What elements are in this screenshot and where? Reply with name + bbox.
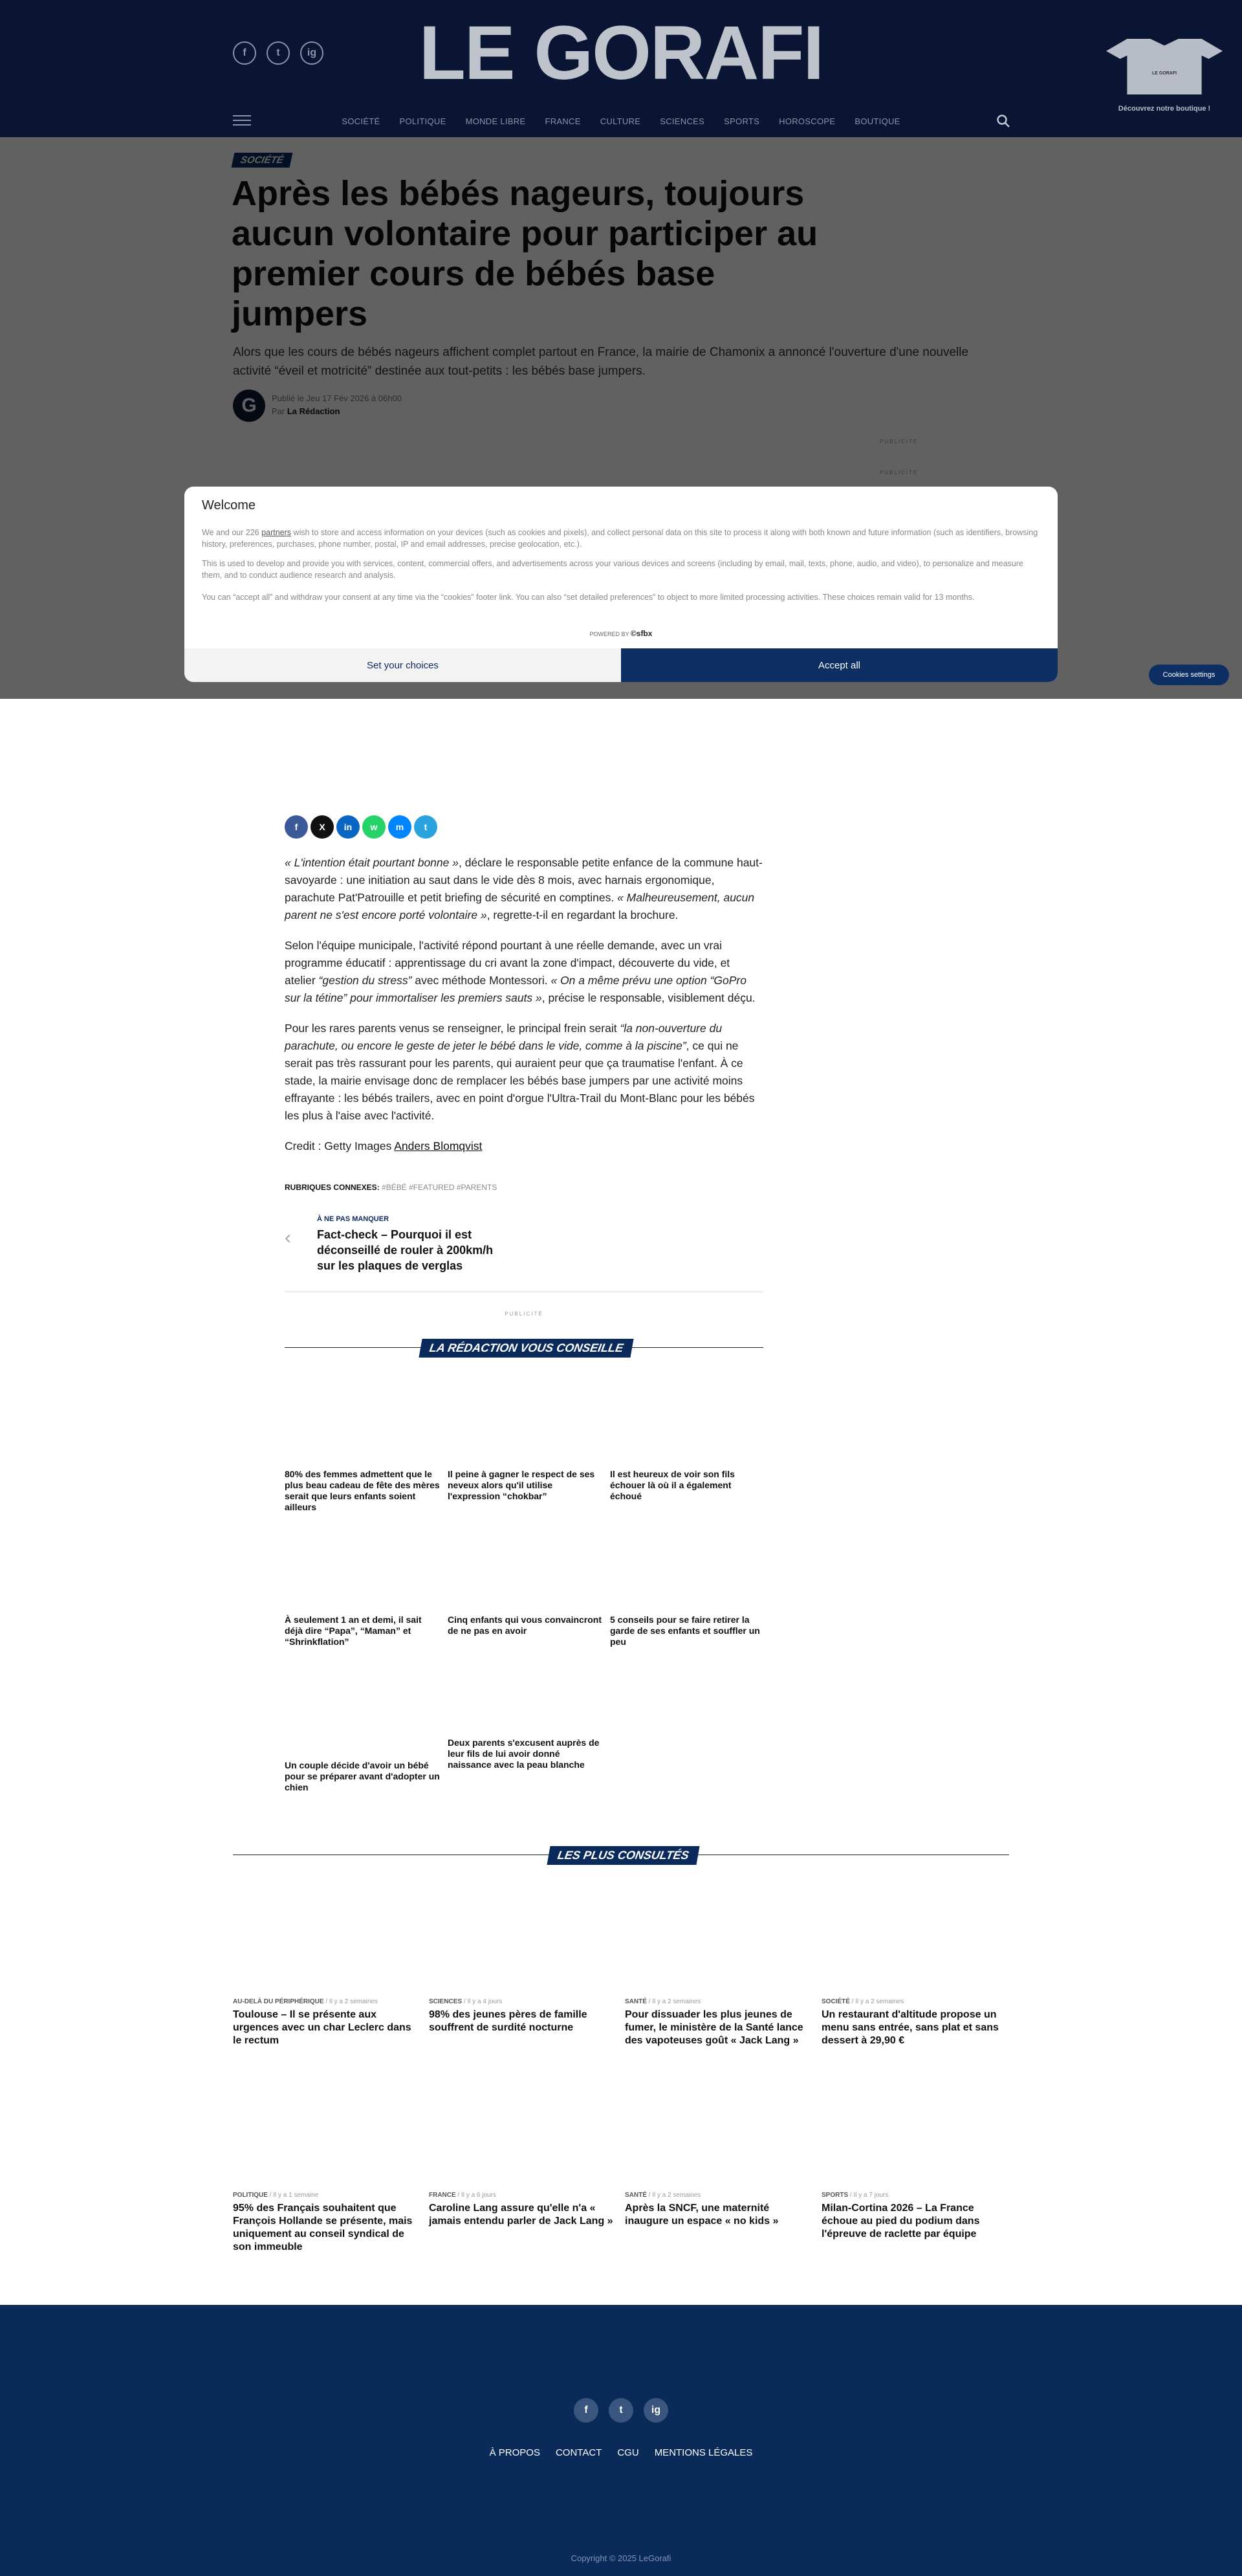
twitter-icon[interactable]: t [267, 41, 290, 65]
popular-meta: AU-DELÀ DU PÉRIPHÉRIQUE / Il y a 2 semaines [233, 1998, 378, 2005]
nav-item-monde-libre[interactable]: MONDE LIBRE [465, 116, 526, 126]
tag-link[interactable]: #BÉBÉ [382, 1183, 407, 1192]
whatsapp-share-icon[interactable]: w [362, 815, 386, 839]
tags-label: RUBRIQUES CONNEXES: [285, 1183, 380, 1192]
set-choices-button[interactable]: Set your choices [184, 648, 621, 682]
paragraph: « L'intention était pourtant bonne », déclare le responsable petite enfance de la commune haut-savoyarde : une initiation au saut dans le vide dès 8 mois, avec harnais ergonomique, parachute Pat'Patrouille et petit briefing de sécurité en comptines. « Malheureusement, aucun parent ne s'est encore porté volontaire », regrette-t-il en regardant la brochure. [285, 856, 763, 921]
nav-item-culture[interactable]: CULTURE [600, 116, 641, 126]
recommend-card[interactable]: 5 conseils pour se faire retirer la garde de ses enfants et souffler un peu [610, 1614, 760, 1647]
footer-link-a-propos[interactable]: À PROPOS [489, 2447, 540, 2458]
recommend-card[interactable]: Il est heureux de voir son fils échouer là où il a également échoué [610, 1469, 735, 1501]
tag-link[interactable]: #PARENTS [456, 1183, 497, 1192]
site-footer [0, 2305, 1242, 2576]
site-header [0, 0, 1242, 137]
photo-credit: Credit : Getty Images Anders Blomqvist [285, 1139, 483, 1152]
popular-title[interactable]: Pour dissuader les plus jeunes de fumer, le ministère de la Santé lance des vapoteuses goût « Jack Lang » [625, 2009, 803, 2046]
popular-meta: SCIENCES / Il y a 4 jours [429, 1998, 503, 2005]
nav-item-france[interactable]: FRANCE [545, 116, 581, 126]
x-share-icon[interactable]: X [310, 815, 334, 839]
footer-link-cgu[interactable]: CGU [617, 2447, 639, 2458]
popular-meta: FRANCE / Il y a 6 jours [429, 2192, 496, 2199]
popular-title[interactable]: 95% des Français souhaitent que François Hollande se présente, mais uniquement au conseil syndical de son immeuble [233, 2203, 413, 2252]
popular-meta: POLITIQUE / Il y a 1 semaine [233, 2192, 319, 2199]
shop-shirt-image[interactable] [1106, 39, 1223, 110]
copyright: Copyright © 2025 LeGorafi [571, 2553, 671, 2563]
photographer-link[interactable]: Anders Blomqvist [394, 1139, 483, 1152]
nav-item-politique[interactable]: POLITIQUE [399, 116, 446, 126]
instagram-icon[interactable]: ig [300, 41, 323, 65]
accept-all-button[interactable]: Accept all [621, 648, 1058, 682]
prev-post-kicker: À NE PAS MANQUER [317, 1215, 389, 1223]
facebook-share-icon[interactable]: f [285, 815, 308, 839]
recommend-card[interactable]: Il peine à gagner le respect de ses neveux alors qu'il utilise l'expression “chokbar” [448, 1469, 595, 1501]
paragraph: Selon l'équipe municipale, l'activité répond pourtant à une réelle demande, avec un vrai programme éducatif : apprentissage du cri avant la zone d'impact, découverte du vide, et atelier “gestion du stress” avec méthode Montessori. « On a même prévu une option “GoPro sur la tétine” pour immortaliser les premiers sauts », précise le responsable, visiblement déçu. [285, 939, 756, 1004]
tag-link[interactable]: #FEATURED [409, 1183, 455, 1192]
section-heading-popular: LES PLUS CONSULTÉS [547, 1846, 699, 1865]
recommend-card[interactable]: Un couple décide d'avoir un bébé pour se préparer avant d'adopter un chien [285, 1760, 440, 1792]
nav-item-sports[interactable]: SPORTS [724, 116, 760, 126]
chevron-left-icon[interactable]: ‹ [285, 1227, 291, 1248]
footer-link-contact[interactable]: CONTACT [555, 2447, 602, 2458]
nav-item-boutique[interactable]: BOUTIQUE [855, 116, 900, 126]
popular-title[interactable]: Après la SNCF, une maternité inaugure un espace « no kids » [625, 2203, 779, 2227]
main-nav [0, 116, 1242, 126]
consent-text: We and our 226 partners wish to store and access information on your devices (such as cookies and pixels), and collect personal data on this site to process it along with both known and future information (such as identifiers, browsing history, preferences, purchases, phone number, postal, IP and email addresses, precise geolocation, etc.). [202, 528, 1038, 549]
popular-title[interactable]: Milan-Cortina 2026 – La France échoue au pied du podium dans l'épreuve de raclette par équipe [822, 2203, 980, 2240]
prev-post-title[interactable]: Fact-check – Pourquoi il est déconseillé de rouler à 200km/h sur les plaques de verglas [317, 1228, 494, 1272]
linkedin-share-icon[interactable]: in [336, 815, 360, 839]
popular-meta: SPORTS / Il y a 7 jours [822, 2192, 889, 2199]
paragraph: Pour les rares parents venus se renseigner, le principal frein serait “la non-ouverture du parachute, ou encore le geste de jeter le bébé dans le vide, comme à la piscine”, ce qui ne serait pas très rassurant pour les parents, qui auraient peur que ça traumatise l'enfant. À ce stade, la mairie envisage donc de remplacer les bébés base jumpers par une activité moins effrayante : les bébés trailers, avec en point d'orgue l'Ultra-Trail du Mont-Blanc pour les bébés les plus à l'aise avec l'activité. [285, 1022, 755, 1122]
consent-title: Welcome [202, 498, 256, 512]
footer-link-mentions[interactable]: MENTIONS LÉGALES [654, 2447, 753, 2458]
related-tags [285, 1183, 497, 1192]
shop-link[interactable]: Découvrez notre boutique ! [1118, 105, 1211, 113]
footer-nav [0, 2447, 1242, 2458]
section-heading-recommend: LA RÉDACTION VOUS CONSEILLE [419, 1339, 633, 1358]
ad-label: PUBLICITÉ [505, 1311, 543, 1317]
powered-by: POWERED BY ©sfbx [589, 629, 653, 638]
facebook-icon[interactable]: f [574, 2398, 598, 2423]
recommend-card[interactable]: 80% des femmes admettent que le plus beau cadeau de fête des mères serait que leurs enfants soient ailleurs [285, 1469, 440, 1512]
search-icon[interactable] [996, 114, 1010, 128]
site-logo[interactable]: LE GORAFI [419, 10, 823, 96]
consent-text: This is used to develop and provide you with services, content, commercial offers, and advertisements across your various devices and screens (including by email, mail, texts, phone, audio, and video), to personalize and measure them, and to conduct audience research and analysis. [202, 559, 1023, 580]
recommend-card[interactable]: Cinq enfants qui vous convaincront de ne pas en avoir [448, 1614, 602, 1636]
popular-meta: SANTÉ / Il y a 2 semaines [625, 2192, 701, 2199]
popular-title[interactable]: Un restaurant d'altitude propose un menu sans entrée, sans plat et sans dessert à 29,90 € [822, 2009, 999, 2046]
popular-meta: SOCIÉTÉ / Il y a 2 semaines [822, 1998, 904, 2005]
cookies-settings-button[interactable]: Cookies settings [1149, 665, 1229, 685]
recommend-card[interactable]: À seulement 1 an et demi, il sait déjà dire “Papa”, “Maman” et “Shrinkflation” [285, 1614, 422, 1647]
recommend-card[interactable]: Deux parents s'excusent auprès de leur fils de lui avoir donné naissance avec la peau blanche [448, 1737, 600, 1770]
popular-title[interactable]: Toulouse – Il se présente aux urgences avec un char Leclerc dans le rectum [233, 2009, 411, 2046]
messenger-share-icon[interactable]: m [388, 815, 411, 839]
instagram-icon[interactable]: ig [644, 2398, 668, 2423]
sfbx-logo: ©sfbx [630, 629, 653, 638]
nav-item-horoscope[interactable]: HOROSCOPE [779, 116, 836, 126]
article-body [285, 854, 763, 1168]
popular-title[interactable]: 98% des jeunes pères de famille souffrent de surdité nocturne [429, 2009, 587, 2033]
nav-item-sciences[interactable]: SCIENCES [660, 116, 705, 126]
twitter-icon[interactable]: t [609, 2398, 633, 2423]
shirt-logo-text: LE GORAFI [1151, 71, 1177, 76]
share-bar [285, 815, 437, 839]
partners-link[interactable]: partners [261, 528, 292, 537]
popular-title[interactable]: Caroline Lang assure qu'elle n'a « jamais entendu parler de Jack Lang » [429, 2203, 613, 2227]
consent-text: You can “accept all” and withdraw your consent at any time via the “cookies” footer link. You can also “set detailed preferences” to object to more limited processing activities. These choices remain valid for 13 months. [202, 593, 975, 602]
consent-modal [184, 487, 1058, 682]
facebook-icon[interactable]: f [233, 41, 256, 65]
nav-item-societe[interactable]: SOCIÉTÉ [342, 116, 380, 126]
telegram-share-icon[interactable]: t [414, 815, 437, 839]
footer-social [0, 2398, 1242, 2423]
popular-meta: SANTÉ / Il y a 2 semaines [625, 1998, 701, 2005]
